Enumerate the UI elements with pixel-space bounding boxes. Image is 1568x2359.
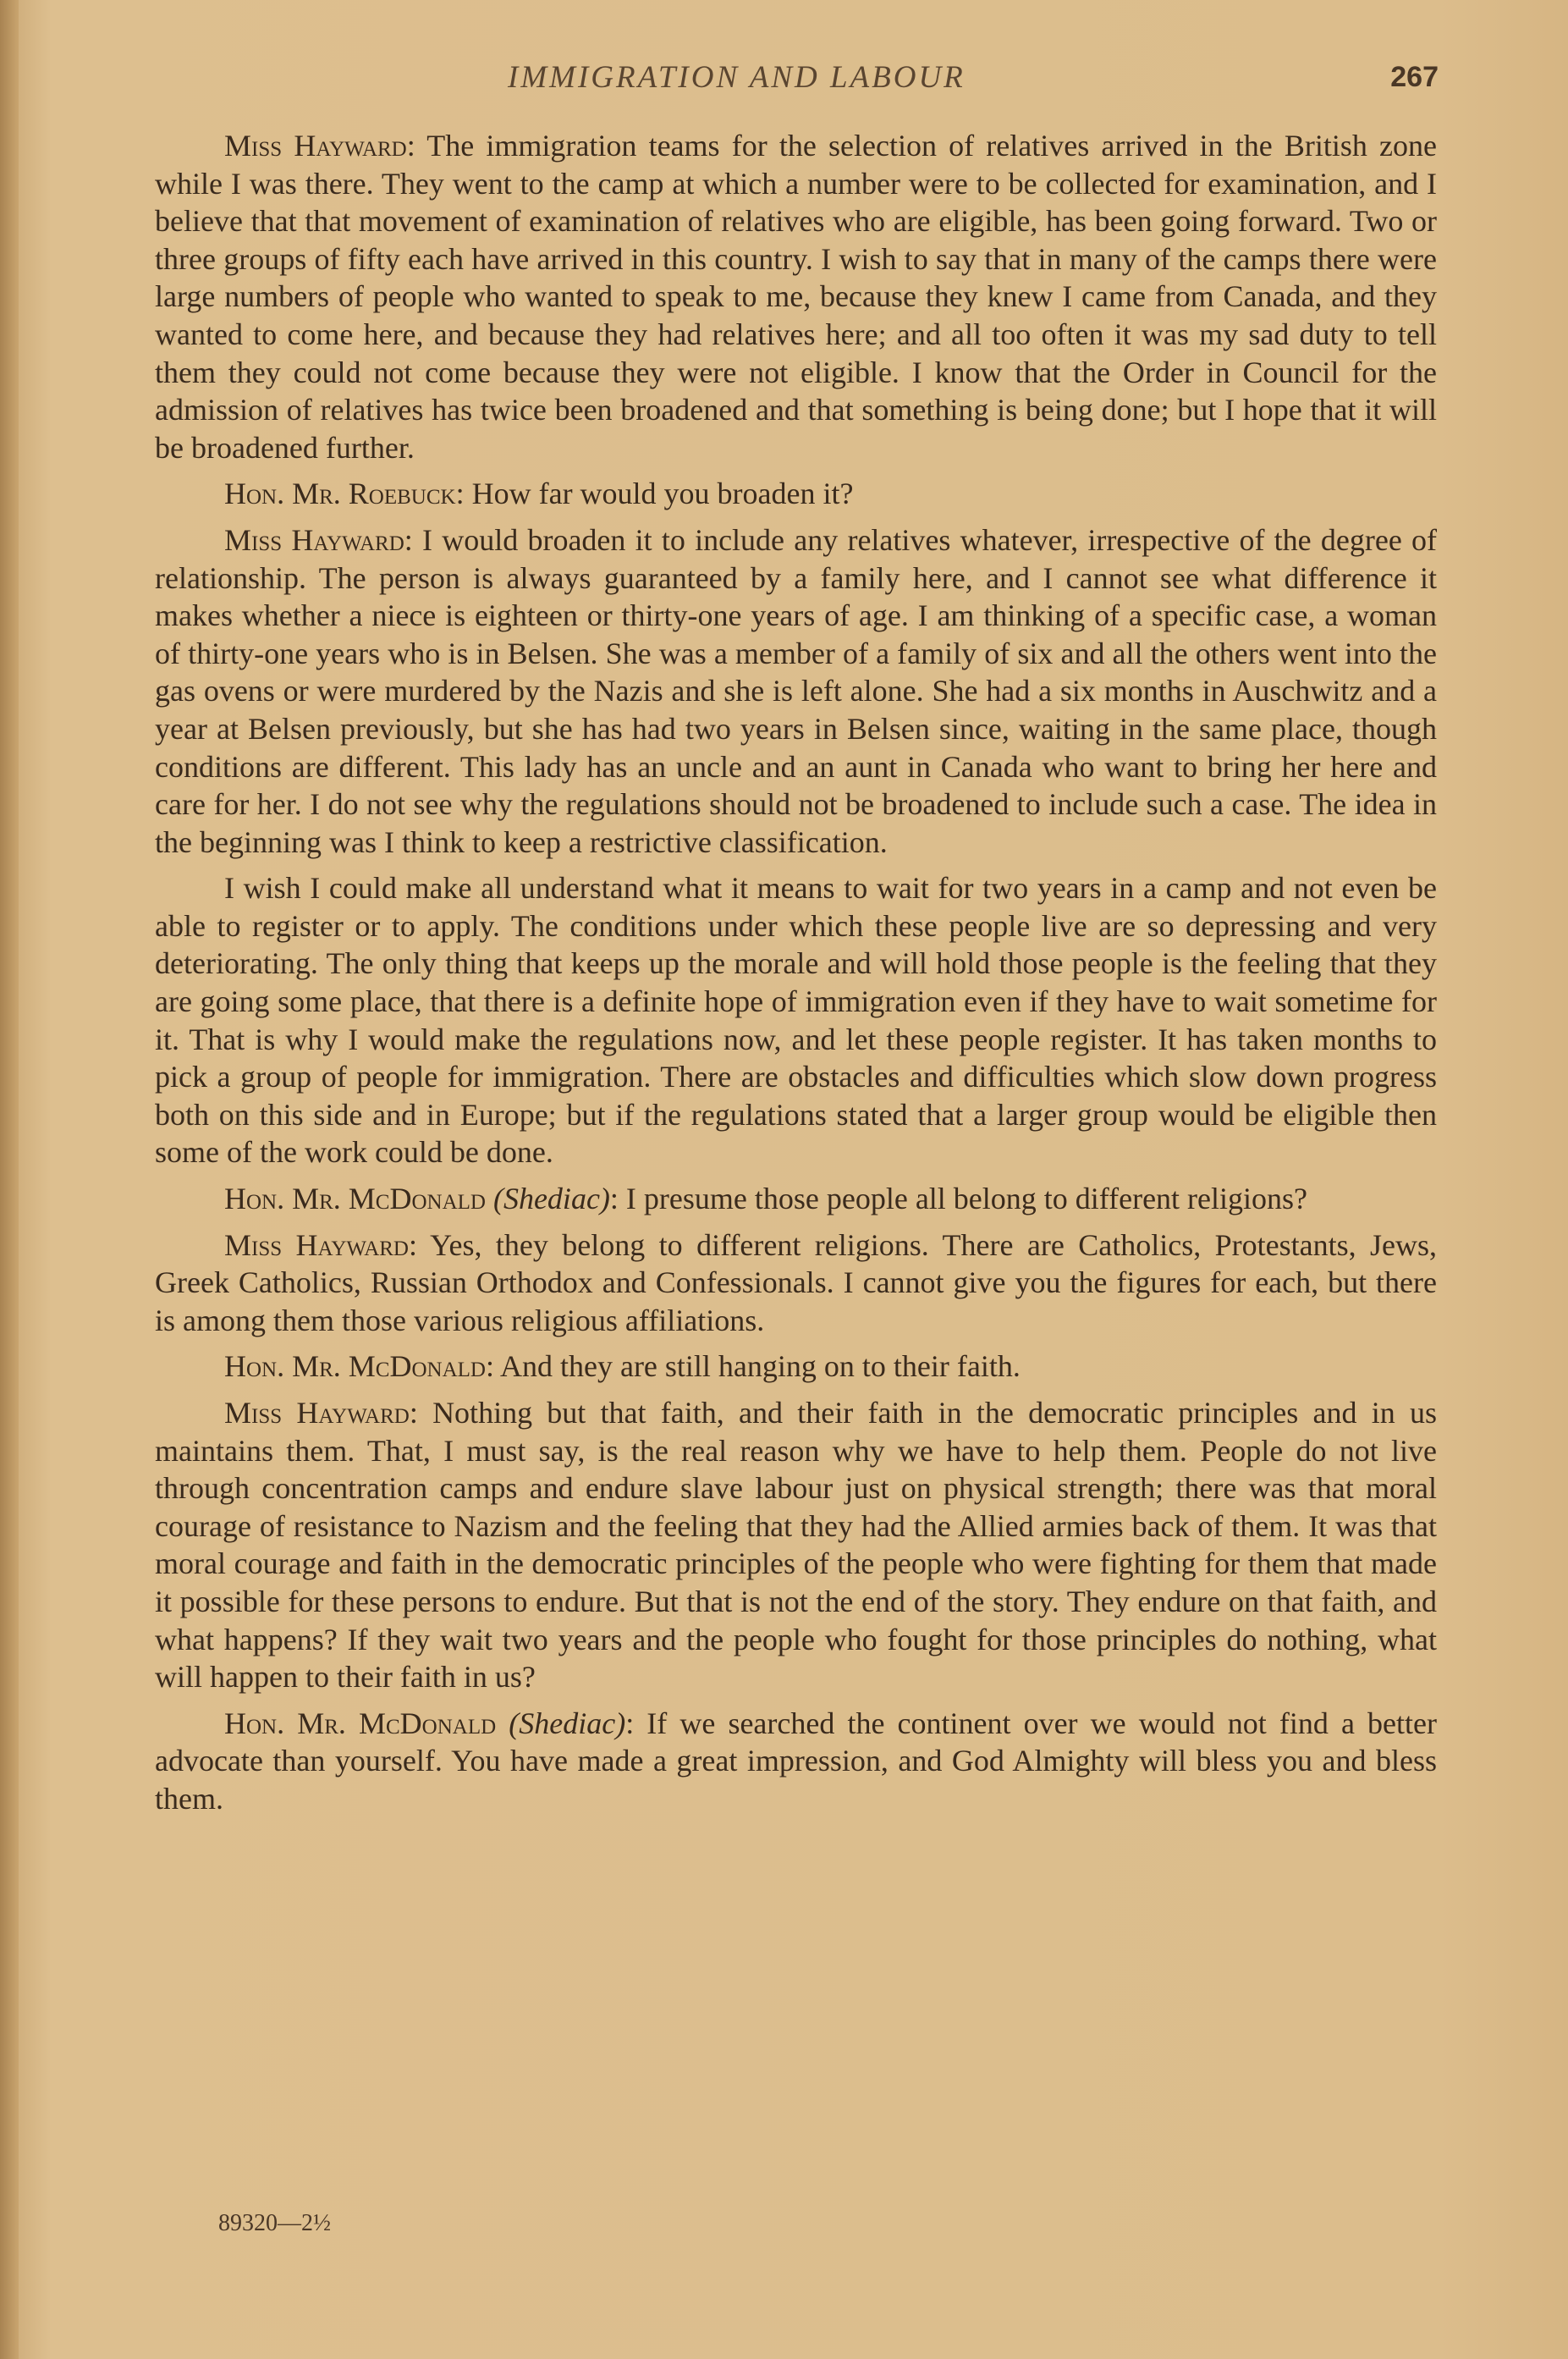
paragraph	[155, 1705, 1437, 1818]
speaker-name: Hon. Mr. Roebuck	[224, 477, 456, 511]
paragraph	[155, 127, 1437, 466]
page-header	[152, 59, 1439, 110]
speaker-separator: :	[406, 129, 427, 163]
speaker-name: Miss Hayward	[224, 129, 407, 163]
running-title: IMMIGRATION AND LABOUR	[508, 60, 966, 95]
paragraph-text: How far would you broaden it?	[471, 477, 854, 511]
paragraph-text: I presume those people all belong to different religions?	[625, 1182, 1308, 1216]
paragraph	[155, 869, 1437, 1171]
speaker-name: Hon. Mr. McDonald	[224, 1182, 486, 1216]
speaker-name: Hon. Mr. McDonald	[224, 1706, 497, 1740]
paragraph-text: I would broaden it to include any relatives whatever, irrespective of the degree of relationship. The person is always guaranteed by a family here, and I cannot see what difference it makes whether a niece is eighteen or thirty-one years of age. I am thinking of a specific case, a woman of thirty-one years who is in Belsen. She was a member of a family of six and all the others went into the gas ovens or were murdered by the Nazis and she is left alone. She had a six months in Auschwitz and a year at Belsen previously, but she has had two years in Belsen since, waiting in the same place, though conditions are different. This lady has an uncle and an aunt in Canada who want to bring her here and care for her. I do not see why the regulations should not be broadened to include such a case. The idea in the beginning was I think to keep a restrictive classification.	[155, 522, 1438, 859]
speaker-name: Hon. Mr. McDonald	[224, 1349, 486, 1384]
speaker-riding: (Shediac)	[492, 1182, 610, 1216]
paragraph-text: If we searched the continent over we would not find a better advocate than yourself. You have made a great impression, and God Almighty will bless you and bless them.	[155, 1706, 1437, 1816]
printer-code: 89320—2½	[218, 2210, 331, 2236]
paragraph	[155, 475, 1437, 513]
speaker-name: Miss Hayward	[224, 522, 404, 557]
speaker-separator: :	[409, 1396, 433, 1430]
paragraph-text: And they are still hanging on to their faith.	[499, 1349, 1021, 1384]
speaker-name: Miss Hayward	[224, 1227, 409, 1262]
paragraph-text: The immigration teams for the selection of relatives arrived in the British zone while I was there. They went to the camp at which a number were to be collected for examination, and I believe that that movement of examination of relatives who are eligible, has been going forward. Two or three groups of fifty each have arrived in this country. I wish to say that in many of the camps there were large numbers of people who wanted to speak to me, because they knew I came from Canada, and they wanted to come here, and because they had relatives here; and all too often it was my sad duty to tell them they could not come because they were not eligible. I know that the Order in Council for the admission of relatives has twice been broadened and that something is being done; but I hope that it will be broadened further.	[155, 129, 1438, 465]
paragraph-text: I wish I could make all understand what it means to wait for two years in a camp and not even be able to register or to apply. The conditions under which these people live are so depressing and very deteriorating. The only thing that keeps up the morale and will hold those people is the feeling that they are going some place, that there is a definite hope of immigration even if they have to wait sometime for it. That is why I would make the regulations now, and let these people register. It has taken months to pick a group of people for immigration. There are obstacles and difficulties which slow down progress both on this side and in Europe; but if the regulations stated that a larger group would be eligible then some of the work could be done.	[155, 871, 1437, 1170]
speaker-separator: :	[404, 522, 423, 557]
speaker-name: Miss Hayward	[224, 1396, 410, 1430]
paragraph	[155, 1394, 1437, 1696]
speaker-separator: :	[408, 1227, 431, 1262]
page-number: 267	[1390, 61, 1439, 93]
speaker-separator: :	[625, 1706, 647, 1740]
speaker-separator: :	[455, 477, 472, 511]
paragraph	[155, 1180, 1437, 1218]
speaker-separator: :	[485, 1349, 500, 1384]
paragraph	[155, 1348, 1437, 1386]
speaker-riding: (Shediac)	[509, 1706, 626, 1740]
paragraph-text: Nothing but that faith, and their faith in the democratic principles and in us maintains them. That, I must say, is the real reason why we have to help them. People do not live through concentration camps and endure slave labour just on physical strength; there was that moral courage of resistance to Nazism and the feeling that they had the Allied armies back of them. It was that moral courage and faith in the democratic principles of the people who were fighting for them that made it possible for these persons to endure. But that is not the end of the story. They endure on that faith, and what happens? If they wait two years and the people who fought for those principles do nothing, what will happen to their faith in us?	[155, 1396, 1437, 1695]
speaker-separator: :	[609, 1182, 626, 1216]
transcript-body	[155, 127, 1437, 1827]
paragraph	[155, 1226, 1437, 1340]
paragraph	[155, 521, 1437, 861]
book-spine-edge	[0, 0, 19, 2359]
paragraph-text: Yes, they belong to different religions. There are Catholics, Protestants, Jews, Greek Catholics, Russian Orthodox and Confessionals. I cannot give you the figures for each, but there is among them those various religious affiliations.	[155, 1227, 1438, 1337]
